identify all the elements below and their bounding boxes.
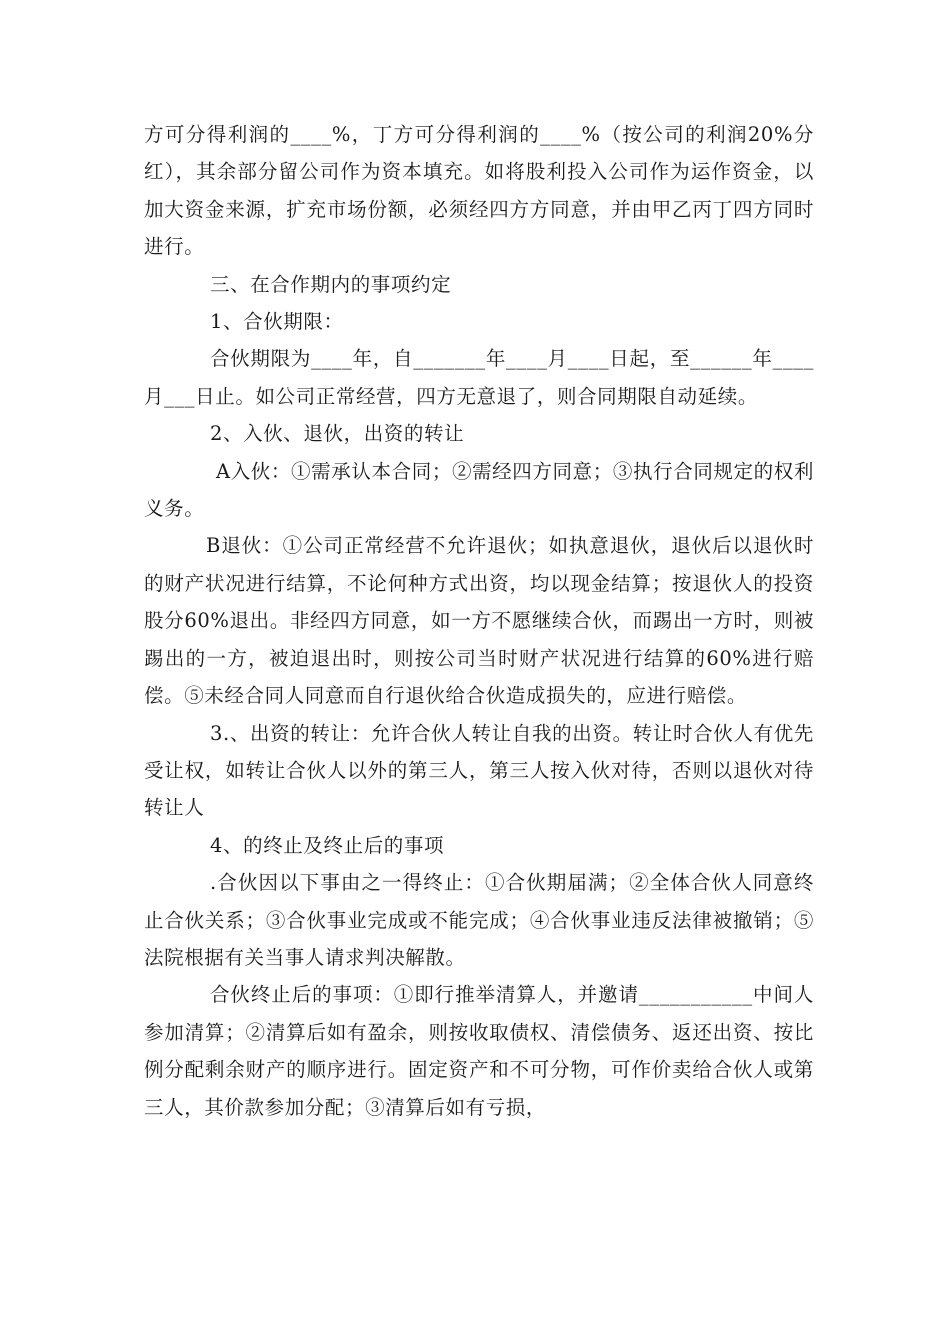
paragraph-profit-distribution: 方可分得利润的____%，丁方可分得利润的____%（按公司的利润20%分红），其余部分留公司作为资本填充。如将股利投入公司作为运作资金，以加大资金来源，扩充市场份额，必须经四方方同意，并由甲乙丙丁四方同时进行。 — [144, 123, 814, 259]
paragraph-withdrawal: B退伙：①公司正常经营不允许退伙；如执意退伙，退伙后以退伙时的财产状况进行结算，不论何种方式出资，均以现金结算；按退伙人的投资股分60%退出。非经四方同意，如一方不愿继续合伙，而踢出一方时，则被踢出的一方，被迫退出时，则按公司当时财产状况进行结算的60%进行赔偿。⑤未经合同人同意而自行退伙给合伙造成损失的，应进行赔偿。 — [144, 534, 814, 708]
section-heading-matters: 三、在合作期内的事项约定 — [210, 272, 452, 296]
paragraph-capital-transfer: 3.、出资的转让：允许合伙人转让自我的出资。转让时合伙人有优先受让权，如转让合伙人以外的第三人，第三人按入伙对待，否则以退伙对待转让人 — [144, 721, 814, 820]
paragraph-joining: A入伙：①需承认本合同；②需经四方同意；③执行合同规定的权利义务。 — [144, 459, 814, 521]
subheading-termination: 4、的终止及终止后的事项 — [210, 833, 445, 857]
paragraph-termination-causes: .合伙因以下事由之一得终止：①合伙期届满；②全体合伙人同意终止合伙关系；③合伙事业完成或不能完成；④合伙事业违反法律被撤销；⑤法院根据有关当事人请求判决解散。 — [144, 871, 814, 969]
paragraph-post-termination: 合伙终止后的事项：①即行推举清算人，并邀请___________中间人参加清算；②清算后如有盈余，则按收取债权、清偿债务、返还出资、按比例分配剩余财产的顺序进行。固定资产和不可分物，可作价卖给合伙人或第三人，其价款参加分配；③清算后如有亏损， — [144, 983, 815, 1119]
paragraph-partnership-term: 合伙期限为____年，自_______年____月____日起，至______年____月___日止。如公司正常经营，四方无意退了，则合同期限自动延续。 — [144, 347, 814, 408]
subheading-partnership-term: 1、合伙期限： — [210, 310, 344, 334]
subheading-join-withdraw: 2、入伙、退伙，出资的转让 — [210, 422, 465, 446]
document-body — [144, 116, 814, 1126]
